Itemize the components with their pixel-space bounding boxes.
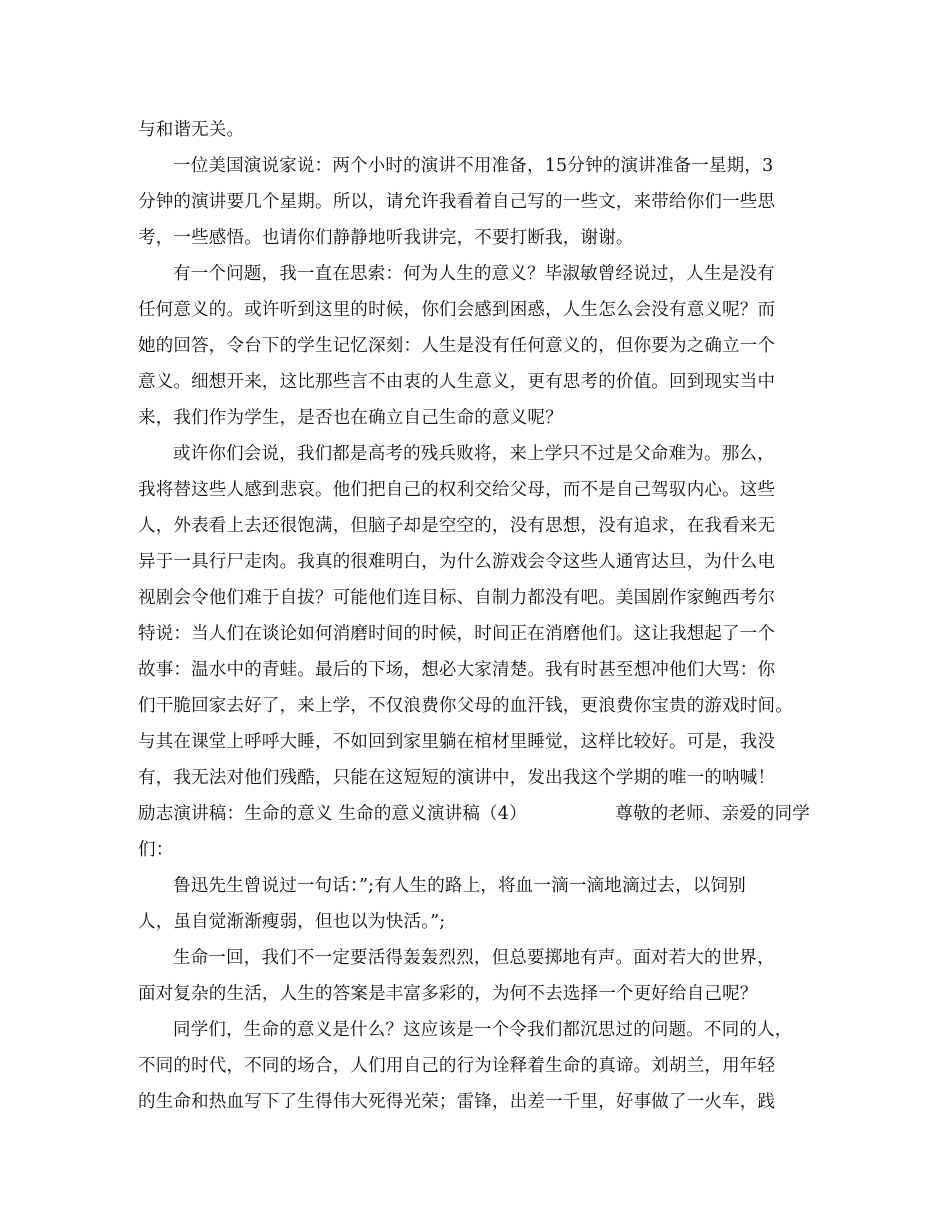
text-line: 特说：当人们在谈论如何消磨时间的时候，时间正在消磨他们。这让我想起了一个 xyxy=(138,624,776,644)
heading-title: 励志演讲稿：生命的意义 生命的意义演讲稿（4） xyxy=(138,804,527,824)
text-line: 来，我们作为学生，是否也在确立自己生命的意义呢？ xyxy=(138,408,563,428)
text-line: 任何意义的。或许听到这里的时候，你们会感到困惑，人生怎么会没有意义呢？而 xyxy=(138,300,776,320)
text-line: 她的回答，令台下的学生记忆深刻：人生是没有任何意义的，但你要为之确立一个 xyxy=(138,336,776,356)
text-line: 面对复杂的生活，人生的答案是丰富多彩的，为何不去选择一个更好给自己呢？ xyxy=(138,984,758,1004)
text-line: 鲁迅先生曾说过一句话：”;有人生的路上，将血一滴一滴地滴过去，以饲别 xyxy=(173,876,746,896)
text-line: 同学们，生命的意义是什么？这应该是一个令我们都沉思过的问题。不同的人， xyxy=(173,1020,793,1040)
text-line: 人，虽自觉渐渐瘦弱，但也以为快活。”; xyxy=(138,912,446,932)
text-line: 考，一些感悟。也请你们静静地听我讲完，不要打断我，谢谢。 xyxy=(138,228,634,248)
text-line: 异于一具行尸走肉。我真的很难明白，为什么游戏会令这些人通宵达旦，为什么电 xyxy=(138,552,776,572)
text-line: 我将替这些人感到悲哀。他们把自己的权利交给父母，而不是自己驾驭内心。这些 xyxy=(138,480,776,500)
text-line: 生命一回，我们不一定要活得轰轰烈烈，但总要掷地有声。面对若大的世界， xyxy=(173,948,775,968)
text-line: 的生命和热血写下了生得伟大死得光荣；雷锋，出差一千里，好事做了一火车，践 xyxy=(138,1092,776,1112)
text-line: 视剧会令他们难于自拔？可能他们连目标、自制力都没有吧。美国剧作家鲍西考尔 xyxy=(138,588,776,608)
text-line: 有，我无法对他们残酷，只能在这短短的演讲中，发出我这个学期的唯一的呐喊！ xyxy=(138,768,776,788)
document-page xyxy=(138,112,818,1120)
text-line: 一位美国演说家说：两个小时的演讲不用准备，15分钟的演讲准备一星期，3 xyxy=(173,156,774,176)
text-line: 或许你们会说，我们都是高考的残兵败将，来上学只不过是父命难为。那么， xyxy=(173,444,775,464)
text-line: 分钟的演讲要几个星期。所以，请允许我看着自己写的一些文，来带给你们一些思 xyxy=(138,192,776,212)
section-heading xyxy=(138,796,818,832)
text-line: 与和谐无关。 xyxy=(138,120,245,140)
heading-greeting: 尊敬的老师、亲爱的同学 xyxy=(615,804,810,824)
text-line: 有一个问题，我一直在思索：何为人生的意义？毕淑敏曾经说过，人生是没有 xyxy=(173,264,775,284)
text-line: 与其在课堂上呼呼大睡，不如回到家里躺在棺材里睡觉，这样比较好。可是，我没 xyxy=(138,732,776,752)
text-line: 意义。细想开来，这比那些言不由衷的人生意义，更有思考的价值。回到现实当中 xyxy=(138,372,776,392)
text-line: 人，外表看上去还很饱满，但脑子却是空空的，没有思想，没有追求，在我看来无 xyxy=(138,516,776,536)
text-line: 故事：温水中的青蛙。最后的下场，想必大家清楚。我有时甚至想冲他们大骂：你 xyxy=(138,660,776,680)
text-line: 们干脆回家去好了，来上学，不仅浪费你父母的血汗钱，更浪费你宝贵的游戏时间。 xyxy=(138,696,793,716)
text-line: 们： xyxy=(138,840,174,860)
text-line: 不同的时代，不同的场合，人们用自己的行为诠释着生命的真谛。刘胡兰，用年轻 xyxy=(138,1056,776,1076)
